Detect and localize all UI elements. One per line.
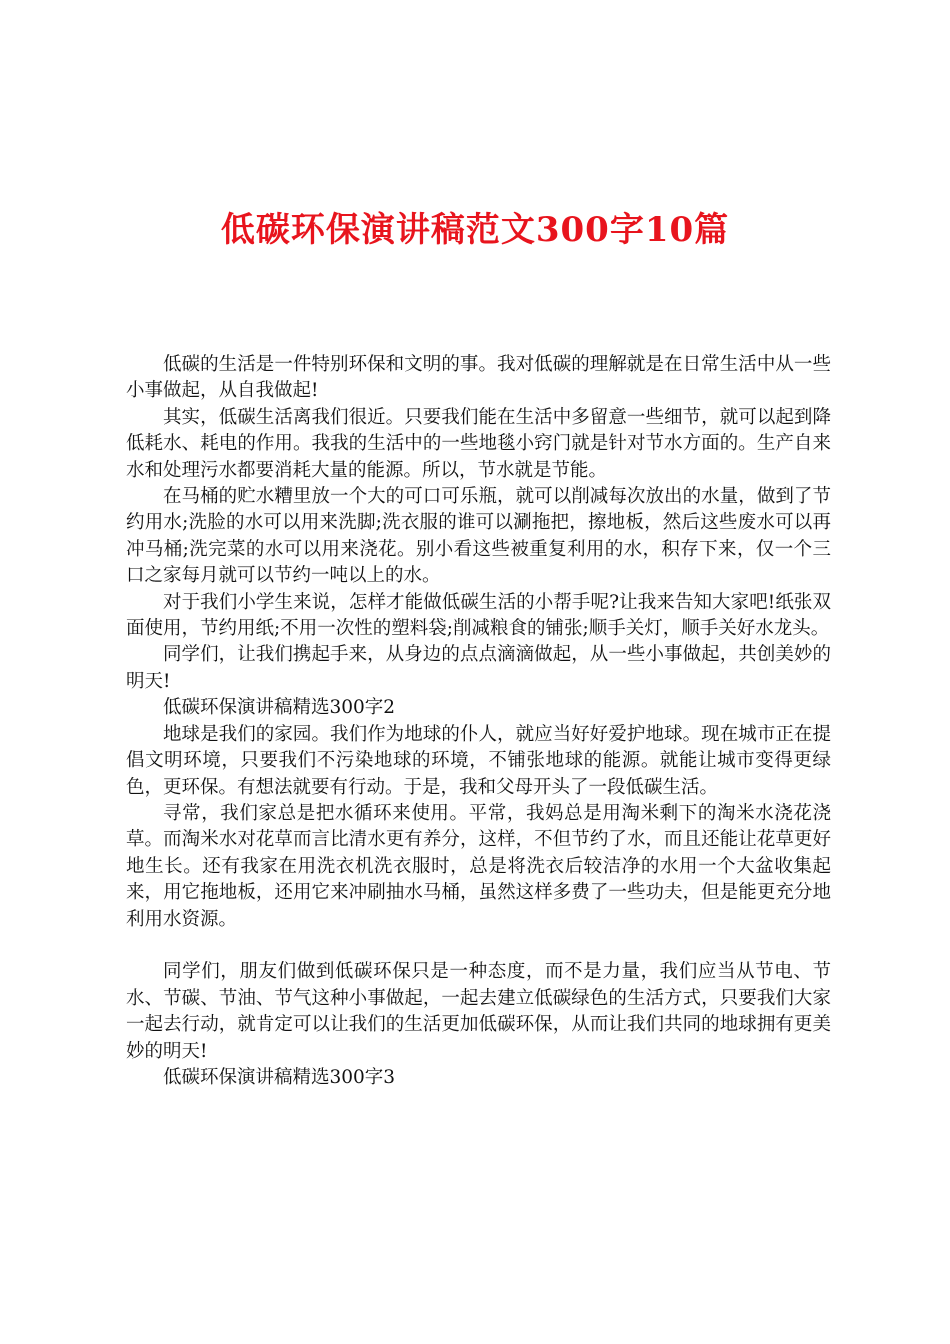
document-title: 低碳环保演讲稿范文300字10篇 xyxy=(220,210,730,250)
paragraph: 寻常，我们家总是把水循环来使用。平常，我妈总是用淘米剩下的淘米水浇花浇草。而淘米水对花草而言比清水更有养分，这样，不但节约了水，而且还能让花草更好地生长。还有我家在用洗衣机洗衣服时，总是将洗衣后较洁净的水用一个大盆收集起来，用它拖地板，还用它来冲刷抽水马桶，虽然这样多费了一些功夫，但是能更充分地利用水资源。 xyxy=(126,802,831,930)
paragraph: 对于我们小学生来说，怎样才能做低碳生活的小帮手呢?让我来告知大家吧!纸张双面使用，节约用纸;不用一次性的塑料袋;削减粮食的铺张;顺手关灯，顺手关好水龙头。 xyxy=(126,591,831,640)
section-heading: 低碳环保演讲稿精选300字2 xyxy=(163,697,396,719)
paragraph: 同学们，让我们携起手来，从身边的点点滴滴做起，从一些小事做起，共创美妙的明天! xyxy=(126,644,831,692)
paragraph: 其实，低碳生活离我们很近。只要我们能在生活中多留意一些细节，就可以起到降低耗水、耗电的作用。我我的生活中的一些地毯小窍门就是针对节水方面的。生产自来水和处理污水都要消耗大量的能源。所以，节水就是节能。 xyxy=(126,406,831,481)
document-body xyxy=(126,352,831,1091)
paragraph: 低碳的生活是一件特别环保和文明的事。我对低碳的理解就是在日常生活中从一些小事做起，从自我做起! xyxy=(126,354,831,402)
paragraph: 同学们，朋友们做到低碳环保只是一种态度，而不是力量，我们应当从节电、节水、节碳、节油、节气这种小事做起，一起去建立低碳绿色的生活方式，只要我们大家一起去行动，就肯定可以让我们的生活更加低碳环保，从而让我们共同的地球拥有更美妙的明天! xyxy=(126,961,831,1062)
paragraph: 在马桶的贮水糟里放一个大的可口可乐瓶，就可以削减每次放出的水量，做到了节约用水;洗脸的水可以用来洗脚;洗衣服的谁可以涮拖把，擦地板，然后这些废水可以再冲马桶;洗完菜的水可以用来浇花。别小看这些被重复利用的水，积存下来，仅一个三口之家每月就可以节约一吨以上的水。 xyxy=(126,486,831,587)
paragraph: 地球是我们的家园。我们作为地球的仆人，就应当好好爱护地球。现在城市正在提倡文明环境，只要我们不污染地球的环境，不铺张地球的能源。就能让城市变得更绿色，更环保。有想法就要有行动。于是，我和父母开头了一段低碳生活。 xyxy=(126,723,831,798)
section-heading: 低碳环保演讲稿精选300字3 xyxy=(163,1066,396,1088)
